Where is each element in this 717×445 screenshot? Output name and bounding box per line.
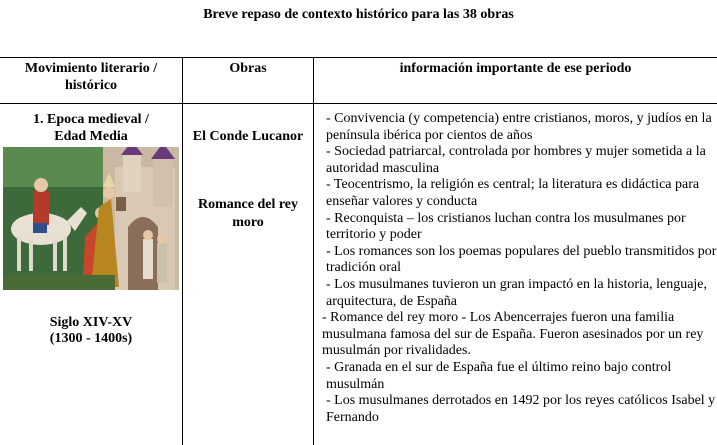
info-item: - Los romances son los poemas populares del pueblo transmitidos por tradición oral bbox=[326, 243, 717, 276]
info-list bbox=[322, 111, 717, 426]
info-item: - Reconquista – los cristianos luchan contra los musulmanes por territorio y poder bbox=[326, 210, 686, 243]
info-item: - Los musulmanes tuvieron un gran impactó en la historia, lenguaje, arquitectura, de España bbox=[326, 276, 708, 309]
info-item: - Granada en el sur de España fue el último reino bajo control musulmán bbox=[326, 359, 672, 392]
column-divider-1 bbox=[182, 57, 183, 445]
info-item: - Romance del rey moro - Los Abencerrajes fueron una familia musulmana famosa del sur de España. Fueron asesinados por un rey musulmán por rivalidades. bbox=[322, 310, 704, 359]
movimiento-line1: 1. Epoca medieval / bbox=[33, 112, 149, 127]
info-item: - Teocentrismo, la religión es central; la literatura es didáctica para enseñar valores y conducta bbox=[326, 177, 700, 209]
movimiento-line2: Edad Media bbox=[54, 129, 128, 144]
header-bottom-border bbox=[0, 103, 717, 104]
column-divider-2 bbox=[313, 57, 314, 445]
obra-conde-lucanor: El Conde Lucanor bbox=[192, 129, 304, 144]
document-title: Breve repaso de contexto histórico para las 38 obras bbox=[203, 7, 514, 22]
obra-romance-rey-moro: Romance del rey moro bbox=[197, 197, 299, 230]
table-top-border bbox=[0, 57, 717, 58]
header-informacion: información importante de ese periodo bbox=[399, 61, 632, 76]
medieval-illumination-image bbox=[3, 147, 179, 290]
header-movimiento: Movimiento literario / histórico bbox=[24, 61, 158, 93]
info-item: - Convivencia (y competencia) entre cristianos, moros, y judíos en la península ibérica por cientos de años bbox=[326, 111, 712, 143]
fechas-label: (1300 - 1400s) bbox=[49, 331, 133, 346]
siglo-label: Siglo XIV-XV bbox=[49, 315, 133, 330]
info-item: - Los musulmanes derrotados en 1492 por los reyes católicos Isabel y Fernando bbox=[326, 393, 716, 425]
info-item: - Sociedad patriarcal, controlada por hombres y mujer sometida a la autoridad masculina bbox=[326, 144, 706, 176]
header-obras: Obras bbox=[229, 61, 267, 76]
